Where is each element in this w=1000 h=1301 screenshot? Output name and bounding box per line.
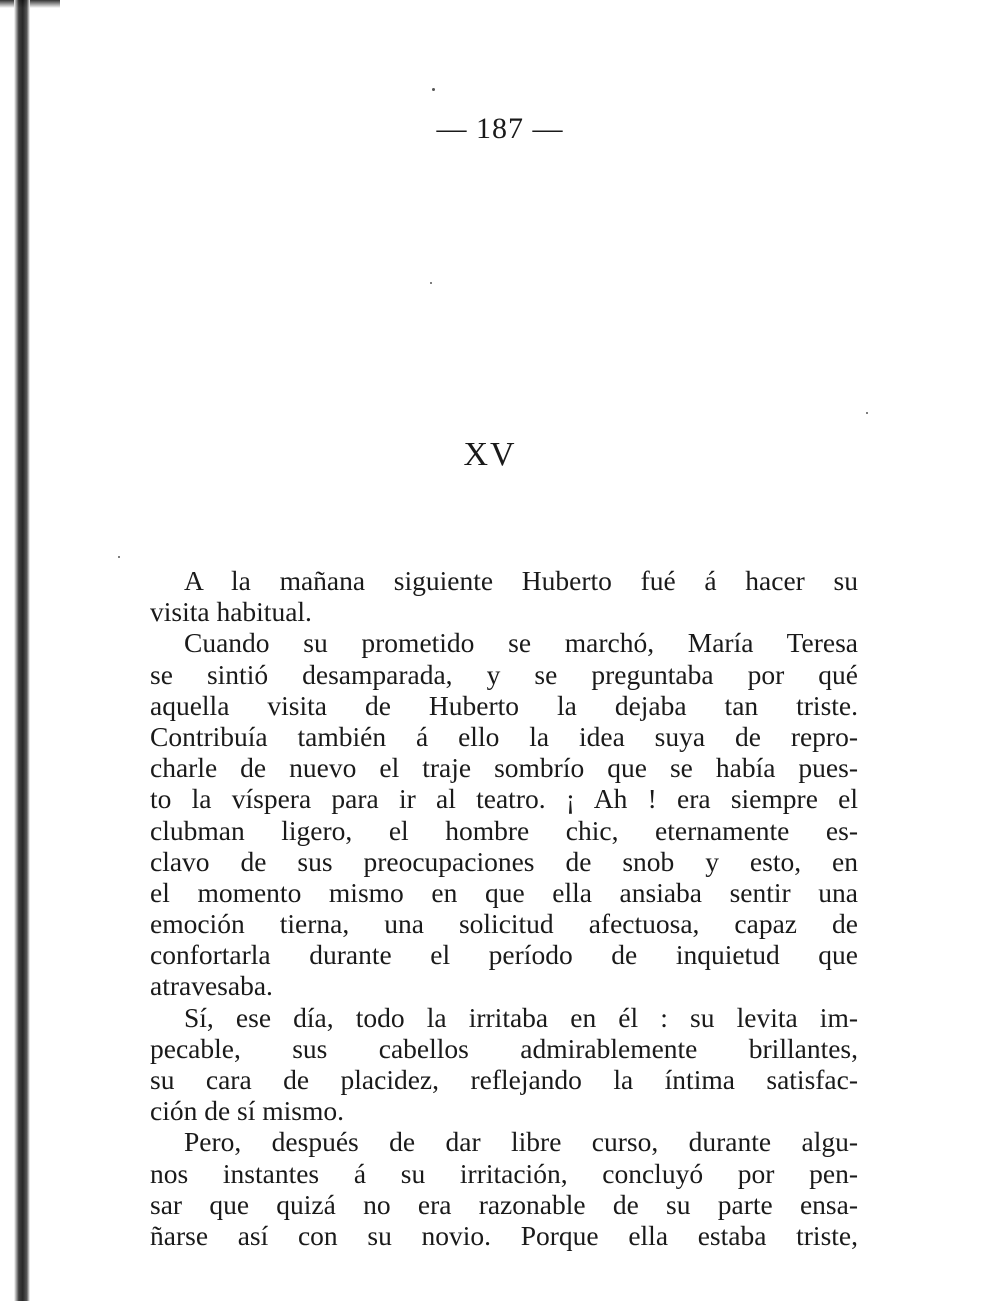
text-line: Sí, ese día, todo la irritaba en él : su levita im- xyxy=(184,1001,858,1033)
text-line: ñarse así con su novio. Porque ella estaba triste, xyxy=(150,1219,858,1251)
text-line: A la mañana siguiente Huberto fué á hacer su xyxy=(184,565,858,596)
chapter-heading: XV xyxy=(463,436,517,473)
text-line: su cara de placidez, reflejando la íntima satisfac- xyxy=(150,1064,858,1095)
text-line: emoción tierna, una solicitud afectuosa, capaz de xyxy=(150,908,858,940)
paper-speck xyxy=(432,88,435,91)
text-line: confortarla durante el período de inquietud que xyxy=(150,939,858,971)
text-line: ción de sí mismo. xyxy=(150,1095,345,1127)
text-line: aquella visita de Huberto la dejaba tan triste. xyxy=(150,689,858,721)
text-line: Pero, después de dar libre curso, durante algu- xyxy=(184,1126,858,1158)
text-line: nos instantes á su irritación, concluyó por pen- xyxy=(150,1157,858,1189)
page-number: — 187 — xyxy=(436,112,564,145)
binding-shadow-top xyxy=(0,0,60,8)
paper-speck xyxy=(866,412,868,414)
paper-speck xyxy=(430,282,432,284)
text-line: sar que quizá no era razonable de su parte ensa- xyxy=(150,1188,858,1220)
body-text xyxy=(150,565,858,1251)
binding-edge xyxy=(14,0,30,1301)
text-line: Contribuía también á ello la idea suya de repro- xyxy=(150,720,858,752)
text-line: Cuando su prometido se marchó, María Teresa xyxy=(184,627,858,659)
text-line: atravesaba. xyxy=(150,970,273,1002)
text-line: clubman ligero, el hombre chic, eternamente es- xyxy=(150,814,858,846)
text-line: el momento mismo en que ella ansiaba sentir una xyxy=(150,876,858,908)
text-line: to la víspera para ir al teatro. ¡ Ah ! era siempre el xyxy=(150,783,858,815)
text-line: clavo de sus preocupaciones de snob y esto, en xyxy=(150,845,858,877)
text-line: se sintió desamparada, y se preguntaba por qué xyxy=(150,658,858,690)
text-line: charle de nuevo el traje sombrío que se había pues- xyxy=(150,752,858,784)
paper-speck xyxy=(118,556,120,558)
text-line: visita habitual. xyxy=(150,596,312,628)
text-line: pecable, sus cabellos admirablemente brillantes, xyxy=(150,1032,858,1064)
